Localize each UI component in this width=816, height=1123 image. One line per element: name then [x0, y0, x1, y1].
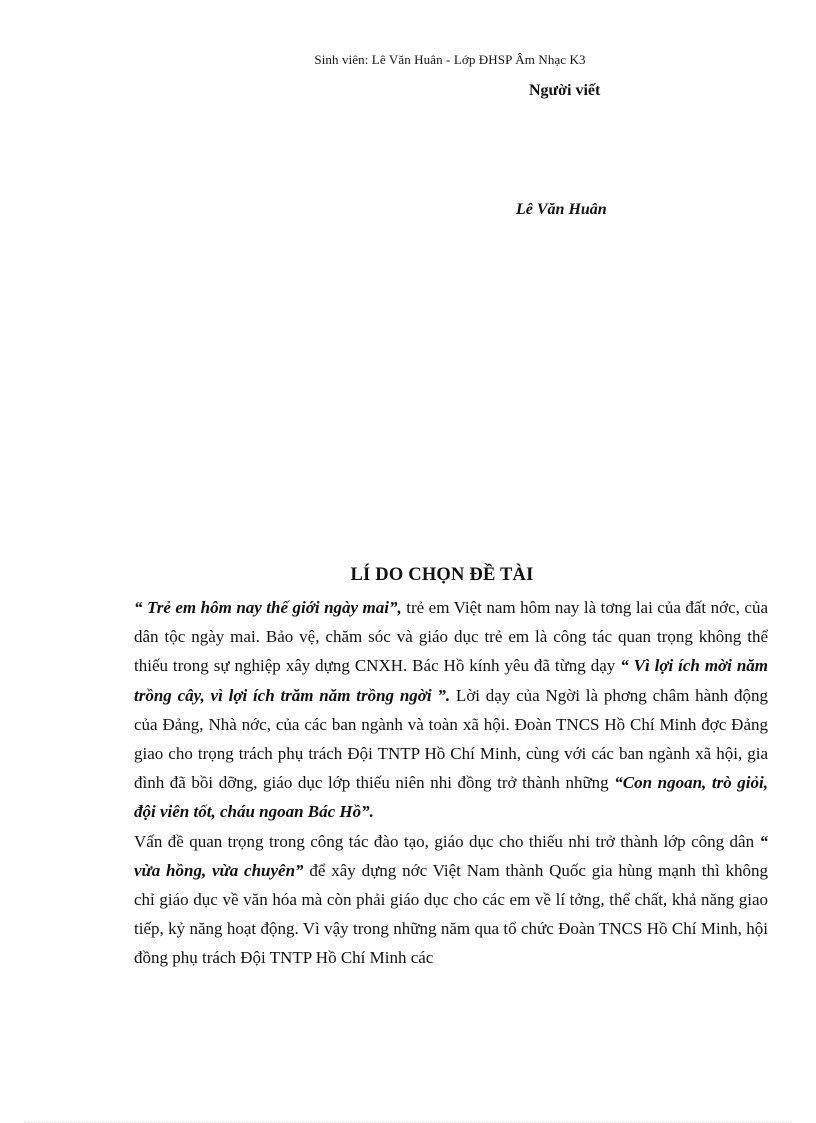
paragraph-1-text-b: Lời dạy của Ngời là phơng châm hành động của Đảng, Nhà nớc, của các ban ngành và toàn xã hội. Đoàn TNCS Hồ Chí Minh đợc Đảng giao cho trọng trách phụ trách Đội TNTP Hồ Chí Minh, cùng với các ban ngành xã hội, gia đình đã bồi dỡng, giáo dục lớp thiếu niên nhi đồng trở thành những: [134, 685, 768, 793]
quote-red-expert: “ vừa hồng, vừa chuyên”: [134, 831, 768, 880]
paragraph-2-text-b: để xây dựng nớc Việt Nam thành Quốc gia hùng mạnh thì không chỉ giáo dục về văn hóa mà còn phải giáo dục cho các em về lí tởng, thể chất, khả năng giao tiếp, kỷ năng hoạt động. Vì vậy trong những năm qua tổ chức Đoàn TNCS Hồ Chí Minh, hội đồng phụ trách Đội TNTP Hồ Chí Minh các: [134, 860, 768, 968]
paragraph-1: [134, 593, 768, 827]
paragraph-2: [134, 827, 768, 973]
paragraph-2-text-a: Vấn đề quan trọng trong công tác đào tạo, giáo dục cho thiếu nhi trở thành lớp công dân: [134, 831, 760, 851]
body-text: [134, 593, 768, 973]
page-header: Sinh viên: Lê Văn Huân - Lớp ĐHSP Âm Nhạc K3: [314, 52, 586, 67]
quote-uncle-ho: “ Vì lợi ích mời năm trồng cây, vì lợi ích trăm năm trồng ngời ”.: [134, 656, 769, 705]
section-title: LÍ DO CHỌN ĐỀ TÀI: [350, 565, 534, 585]
paragraph-1-text-a: trẻ em Việt nam hôm nay là tơng lai của đất nớc, của dân tộc ngày mai. Bảo vệ, chăm sóc và giáo dục trẻ em là công tác quan trọng không thể thiếu trong sự nghiệp xây dựng CNXH. Bác Hồ kính yêu đã từng dạy: [134, 598, 768, 676]
writer-name: Lê Văn Huân: [516, 201, 607, 218]
quote-children-future: “ Trẻ em hôm nay thế giới ngày mai”,: [134, 598, 402, 617]
quote-good-children: “Con ngoan, trò giỏi, đội viên tốt, cháu ngoan Bác Hồ”.: [134, 773, 768, 822]
writer-label: Người viết: [529, 82, 601, 99]
